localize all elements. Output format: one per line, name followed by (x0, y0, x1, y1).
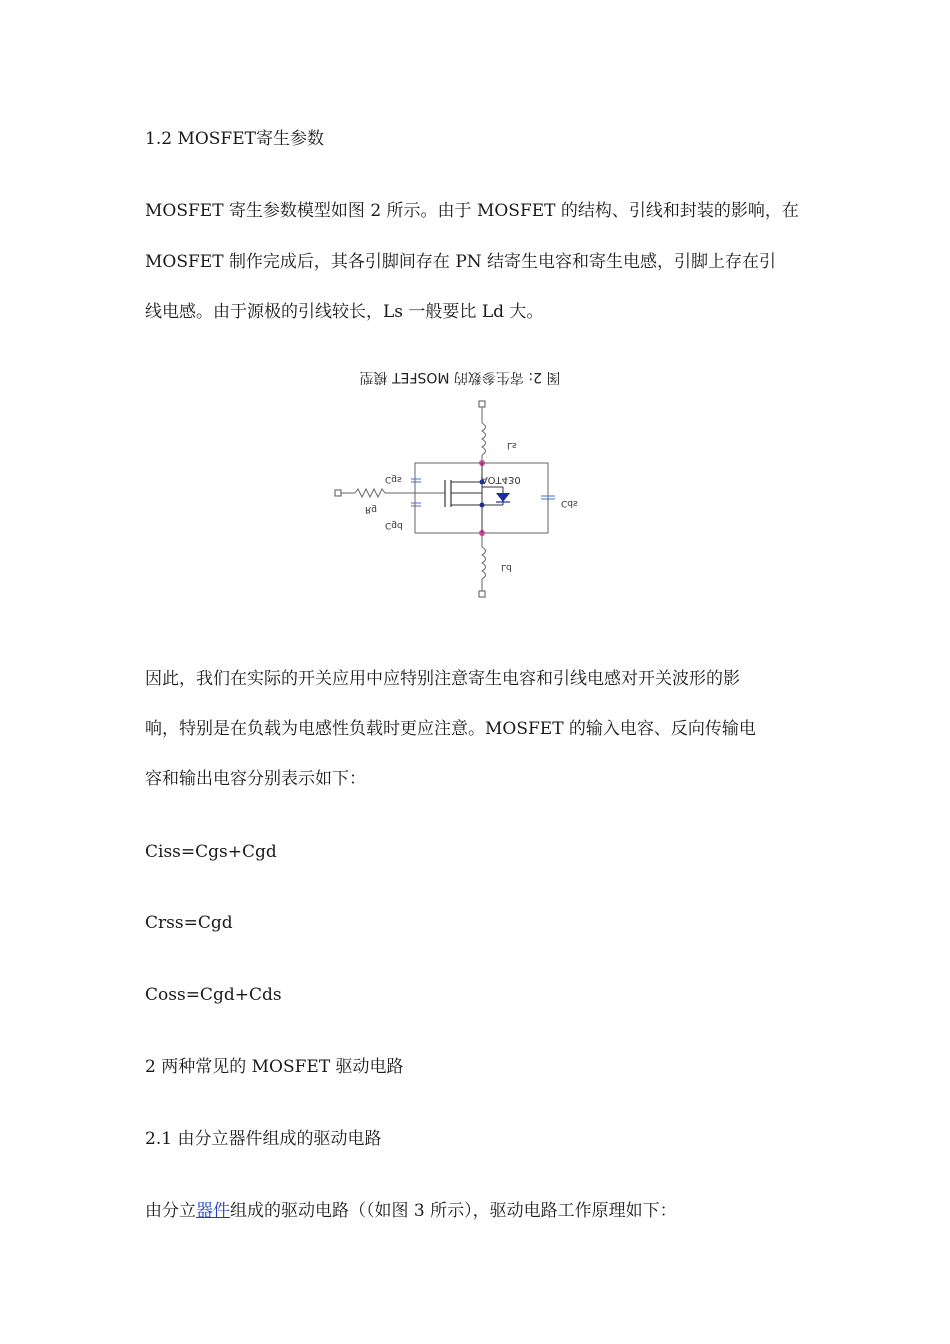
paragraph-line: 线电感。由于源极的引线较长，Ls 一般要比 Ld 大。 (145, 302, 544, 322)
section-heading-1-2: 1.2 MOSFET寄生参数 (145, 129, 324, 149)
rg-resistor (355, 489, 385, 497)
paragraph-line: MOSFET 制作完成后，其各引脚间存在 PN 结寄生电容和寄生电感，引脚上存在引 (145, 252, 777, 272)
cds-label: Cds (561, 498, 578, 508)
rg-label: Rg (365, 504, 377, 514)
formula-crss: Crss=Cgd (145, 913, 233, 933)
formula-coss: Coss=Cgd+Cds (145, 985, 282, 1005)
device-link[interactable]: 器件 (196, 1201, 230, 1221)
section-heading-2: 2 两种常见的 MOSFET 驱动电路 (145, 1057, 404, 1077)
figure-caption: 图 2: 寄生参数的 MOSFET 模型 (359, 369, 561, 385)
formula-ciss: Ciss=Cgs+Cgd (145, 842, 277, 862)
body-diode-icon (496, 493, 510, 502)
ls-label: Ls (507, 440, 517, 450)
cgs-label: Cgs (385, 474, 402, 484)
ls-inductor (482, 423, 486, 455)
paragraph-text: 组成的驱动电路（（如图 3 所示），驱动电路工作原理如下： (230, 1201, 677, 1221)
cgd-label: Cgd (385, 520, 403, 530)
ld-inductor (482, 547, 486, 579)
paragraph-line: 容和输出电容分别表示如下： (145, 769, 366, 789)
part-label: AOT430 (481, 474, 521, 485)
ld-label: Ld (501, 562, 512, 572)
circuit-diagram (325, 355, 595, 605)
mosfet-parasitic-model-figure (325, 355, 595, 605)
section-heading-2-1: 2.1 由分立器件组成的驱动电路 (145, 1129, 382, 1149)
paragraph-line (145, 1199, 677, 1223)
paragraph-text: 由分立 (145, 1201, 196, 1221)
paragraph-line: 因此，我们在实际的开关应用中应特别注意寄生电容和引线电感对开关波形的影 (145, 669, 740, 689)
paragraph-line: 响，特别是在负载为电感性负载时更应注意。MOSFET 的输入电容、反向传输电 (145, 719, 756, 739)
paragraph-line: MOSFET 寄生参数模型如图 2 所示。由于 MOSFET 的结构、引线和封装的影响，在 (145, 201, 799, 221)
